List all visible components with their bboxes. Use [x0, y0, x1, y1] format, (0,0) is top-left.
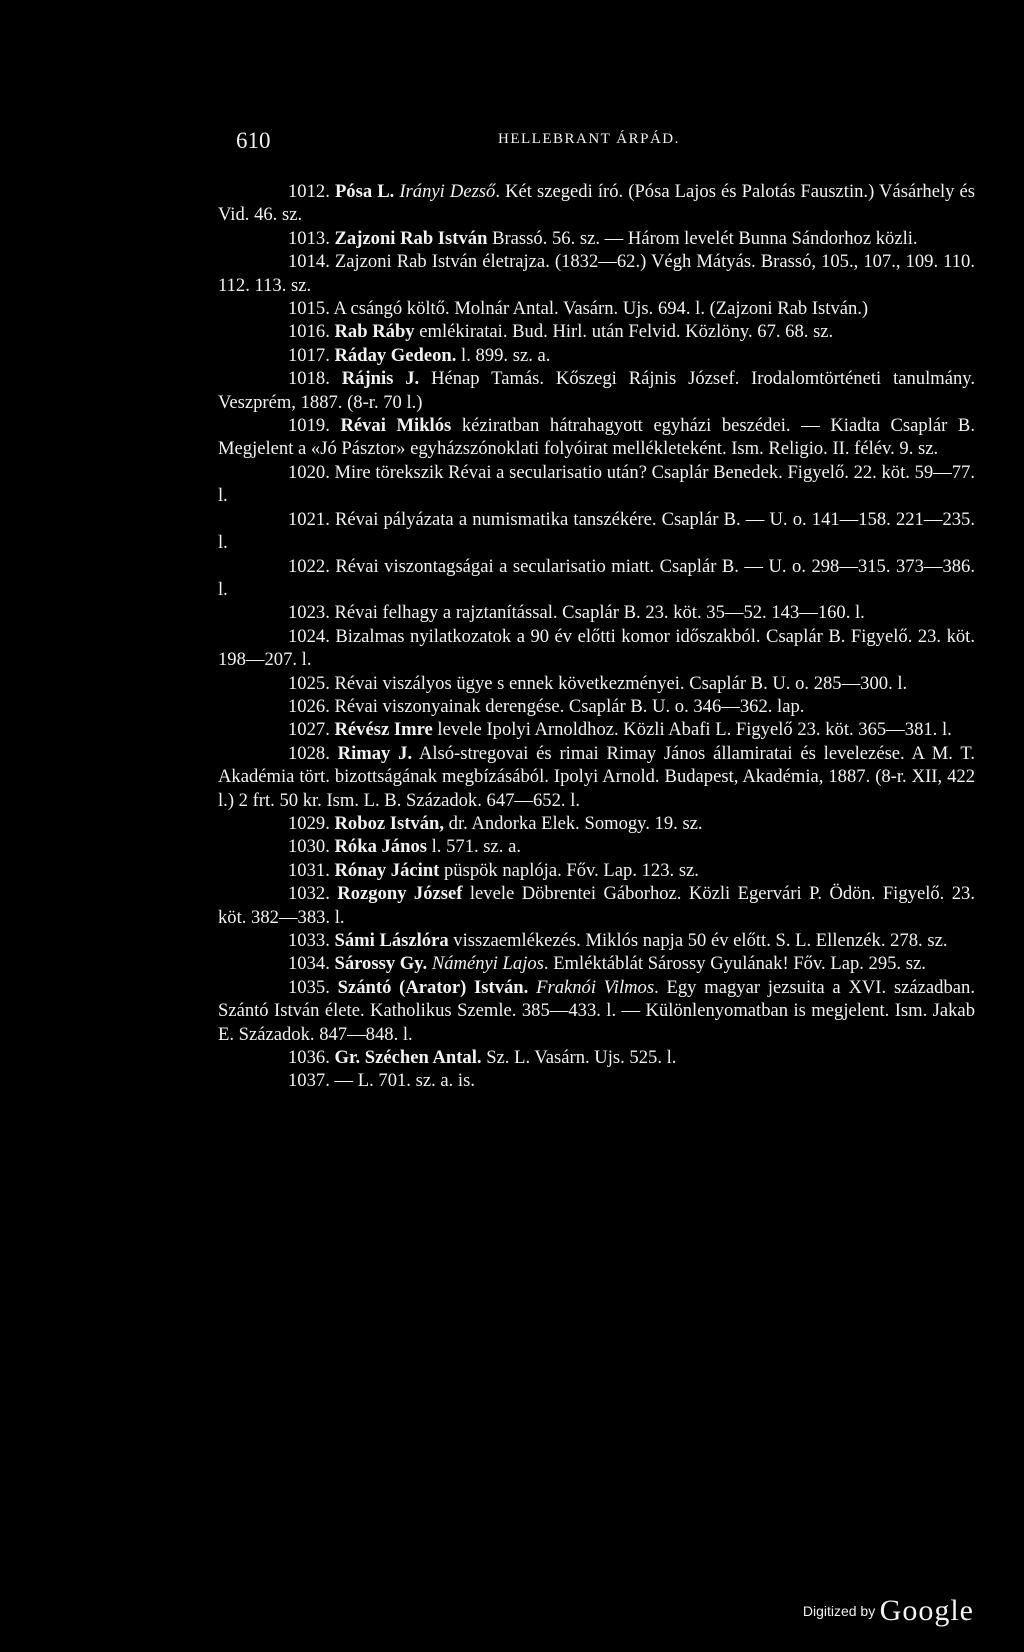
bibliography-entry — [218, 555, 975, 602]
entry-number: 1019. — [288, 415, 330, 437]
entry-number: 1014. — [288, 251, 330, 273]
entry-number: 1026. — [288, 695, 330, 717]
entry-number: 1028. — [288, 742, 330, 764]
entry-number: 1024. — [288, 625, 330, 647]
entry-number: 1023. — [288, 602, 330, 624]
bibliography-entry — [218, 367, 975, 414]
entry-subject: Pósa L. — [334, 181, 395, 202]
entry-number: 1016. — [288, 321, 330, 343]
entry-number: 1031. — [288, 859, 330, 881]
entry-subject: Rab Ráby — [334, 321, 415, 343]
entry-subject: Rimay J. — [337, 742, 413, 764]
bibliography-entry — [218, 297, 975, 320]
entry-subject: Rónay Jácint — [334, 859, 440, 881]
entry-subject: Sámi Lászlóra — [334, 930, 449, 951]
bibliography-entry — [218, 812, 975, 835]
running-title: HELLEBRANT ÁRPÁD. — [498, 131, 680, 147]
entry-number: 1034. — [288, 953, 330, 975]
bibliography-entry — [218, 1046, 975, 1069]
bibliography-list — [218, 180, 975, 1093]
bibliography-entry — [218, 601, 975, 624]
bibliography-entry — [218, 344, 975, 367]
entry-text: . Két szegedi író. (Pósa Lajos és Palotás Fausztin.) Vásárhely és Vid. 46. sz. — [218, 181, 975, 226]
entry-number: 1020. — [288, 461, 330, 483]
entry-subject: Rájnis J. — [341, 368, 420, 390]
entry-author: Náményi Lajos — [431, 953, 544, 975]
entry-text: Hénap Tamás. Kőszegi Rájnis József. Irodalomtörténeti tanulmány. Veszprém, 1887. (8-r. 70 l.) — [218, 368, 975, 413]
entry-subject: Róka János — [334, 836, 427, 858]
digitized-watermark — [803, 1594, 974, 1628]
bibliography-entry — [218, 882, 975, 929]
entry-text: Sz. L. Vasárn. Ujs. 525. l. — [481, 1047, 677, 1069]
entry-text: Zajzoni Rab István életrajza. (1832—62.) Végh Mátyás. Brassó, 105., 107., 109. 110. 112. 113. sz. — [218, 251, 975, 296]
entry-number: 1037. — [288, 1070, 330, 1092]
entry-subject: Sárossy Gy. — [334, 953, 428, 975]
entry-text: l. 899. sz. a. — [456, 344, 551, 366]
entry-text: A csángó költő. Molnár Antal. Vasárn. Ujs. 694. l. (Zajzoni Rab István.) — [333, 298, 869, 320]
entry-text: kéziratban hátrahagyott egyházi beszédei. — Kiadta Csaplár B. Megjelent a «Jó Pásztor» egyházszónoklati folyóirat mellékleteként. Ism. Religio. II. félév. 9. sz. — [218, 415, 975, 460]
bibliography-entry — [218, 835, 975, 858]
entry-text: dr. Andorka Elek. Somogy. 19. sz. — [444, 812, 703, 834]
entry-text: Révai pályázata a numismatika tanszékére. Csaplár B. — U. o. 141—158. 221—235. l. — [218, 508, 975, 554]
entry-number: 1033. — [288, 930, 330, 951]
entry-subject: Rozgony József — [337, 883, 463, 905]
entry-text: l. 571. sz. a. — [426, 836, 521, 858]
bibliography-entry — [218, 250, 975, 297]
entry-number: 1030. — [288, 836, 330, 858]
entry-author: Irányi Dezső — [399, 181, 496, 202]
bibliography-entry — [218, 1069, 975, 1092]
entry-number: 1029. — [288, 812, 330, 834]
entry-subject: Ráday Gedeon. — [334, 344, 457, 366]
bibliography-entry — [218, 508, 975, 555]
entry-number: 1017. — [288, 344, 330, 366]
entry-text: — L. 701. sz. a. is. — [334, 1070, 475, 1092]
bibliography-entry — [218, 625, 975, 672]
entry-text: levele Ipolyi Arnoldhoz. Közli Abafi L. Figyelő 23. köt. 365—381. l. — [432, 719, 952, 741]
entry-text: Mire törekszik Révai a secularisatio után? Csaplár Benedek. Figyelő. 22. köt. 59—77. l. — [218, 461, 975, 507]
entry-text: Révai felhagy a rajztanítással. Csaplár B. 23. köt. 35—52. 143—160. l. — [334, 602, 865, 624]
bibliography-entry — [218, 952, 975, 975]
entry-text: . Egy magyar jezsuita a XVI. században. Szántó István élete. Katholikus Szemle. 385—433. l. — Különlenyomatban is megjelent. Ism. Jakab E. Századok. 847—848. l. — [218, 976, 975, 1045]
entry-number: 1015. — [288, 298, 330, 320]
entry-text: . Emléktáblát Sárossy Gyulának! Főv. Lap. 295. sz. — [543, 953, 926, 975]
entry-subject: Roboz István, — [334, 812, 445, 834]
entry-text: Bizalmas nyilatkozatok a 90 év előtti komor időszakból. Csaplár B. Figyelő. 23. köt. 198—207. l. — [218, 625, 975, 671]
digitized-by-label: Digitized by — [802, 1603, 876, 1619]
entry-author: Fraknói Vilmos — [536, 976, 655, 998]
entry-text: emlékiratai. Bud. Hirl. után Felvid. Közlöny. 67. 68. sz. — [414, 321, 834, 343]
bibliography-entry — [218, 742, 975, 812]
page-number: 610 — [236, 128, 271, 153]
entry-text: Alsó-stregovai és rimai Rimay János államiratai és levelezése. A M. T. Akadémia tört. bizottságának megbízásából. Ipolyi Arnold. Budapest, Akadémia, 1887. (8-r. XII, 422 l.) 2 frt. 50 kr. Ism. L. B. Századok. 647—652. l. — [218, 742, 975, 811]
entry-number: 1027. — [288, 719, 330, 741]
entry-text: püspök naplója. Főv. Lap. 123. sz. — [439, 859, 699, 881]
entry-text: Révai viszonyainak derengése. Csaplár B. U. o. 346—362. lap. — [334, 695, 805, 717]
bibliography-entry — [218, 672, 975, 695]
bibliography-entry — [218, 695, 975, 718]
entry-subject: Zajzoni Rab István — [334, 227, 488, 249]
page-header — [218, 128, 978, 154]
entry-number: 1018. — [288, 368, 330, 390]
bibliography-entry — [218, 859, 975, 882]
entry-number: 1025. — [288, 672, 330, 694]
entry-text: visszaemlékezés. Miklós napja 50 év előtt. S. L. Ellenzék. 278. sz. — [448, 930, 948, 951]
bibliography-entry — [218, 320, 975, 343]
entry-number: 1013. — [288, 227, 330, 249]
bibliography-entry — [218, 461, 975, 508]
google-logo: Google — [879, 1594, 974, 1627]
bibliography-entry — [218, 414, 975, 461]
entry-subject: Révész Imre — [334, 719, 433, 741]
bibliography-entry — [218, 976, 975, 1046]
entry-subject: Szántó (Arator) István. — [337, 976, 529, 998]
entry-text: levele Döbrentei Gáborhoz. Közli Egervári P. Ödön. Figyelő. 23. köt. 382—383. l. — [218, 883, 975, 928]
bibliography-entry — [218, 180, 975, 227]
entry-text: Révai viszontagságai a secularisatio miatt. Csaplár B. — U. o. 298—315. 373—386. l. — [218, 555, 975, 600]
entry-number: 1035. — [288, 976, 330, 998]
entry-number: 1012. — [288, 181, 330, 202]
bibliography-entry — [218, 718, 975, 741]
entry-number: 1036. — [288, 1047, 330, 1069]
entry-text: Brassó. 56. sz. — Három levelét Bunna Sándorhoz közli. — [487, 227, 918, 249]
entry-subject: Gr. Széchen Antal. — [334, 1047, 482, 1069]
entry-text: Révai viszályos ügye s ennek következményei. Csaplár B. U. o. 285—300. l. — [334, 672, 908, 694]
entry-number: 1021. — [288, 508, 330, 530]
entry-subject: Révai Miklós — [340, 415, 452, 437]
bibliography-entry — [218, 929, 975, 952]
entry-number: 1032. — [288, 883, 330, 905]
entry-number: 1022. — [288, 555, 330, 577]
bibliography-entry — [218, 227, 975, 250]
